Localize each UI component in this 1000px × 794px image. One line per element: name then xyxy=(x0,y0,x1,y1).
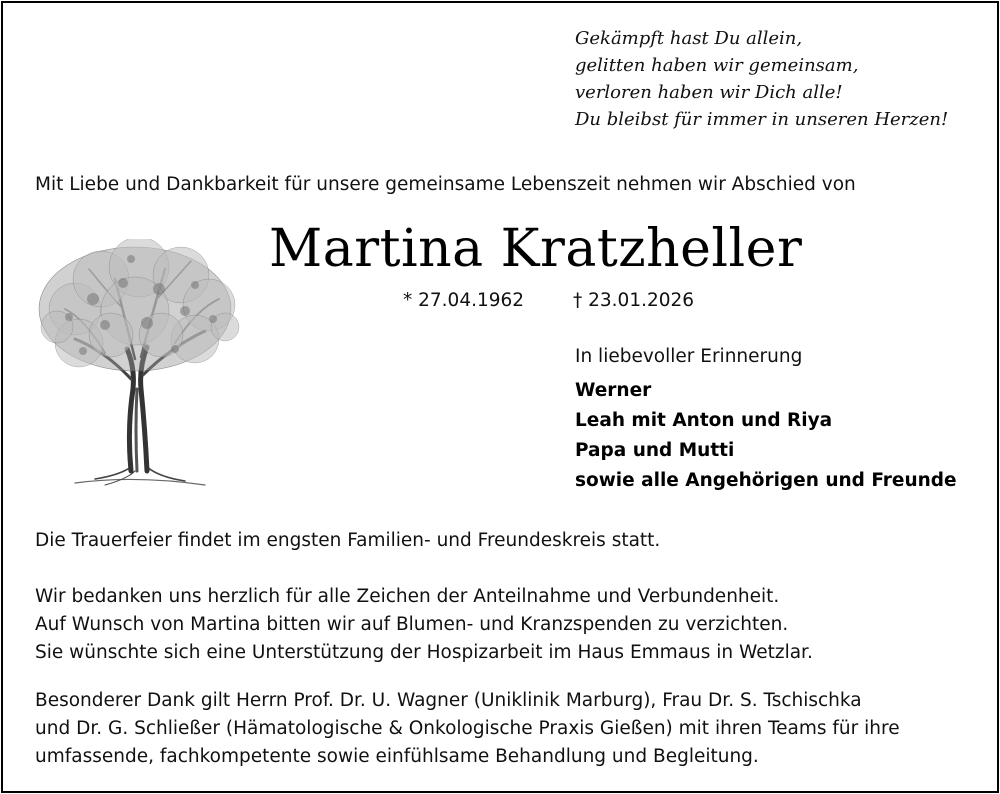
memory-heading: In liebevoller Erinnerung xyxy=(575,346,803,367)
mourner-item: Leah mit Anton und Riya xyxy=(575,410,833,431)
deceased-name: Martina Kratzheller xyxy=(269,219,803,279)
tree-illustration-icon xyxy=(35,239,241,497)
obituary-notice xyxy=(1,1,999,793)
poem-line-2: gelitten haben wir gemeinsam, xyxy=(575,55,859,76)
birth-date: * 27.04.1962 xyxy=(403,290,525,311)
mourner-item: Papa und Mutti xyxy=(575,440,735,461)
thanks-line: Wir bedanken uns herzlich für alle Zeichen der Anteilnahme und Verbundenheit. xyxy=(35,586,780,607)
poem-line-1: Gekämpft hast Du allein, xyxy=(575,28,803,49)
thanks-line: Sie wünschte sich eine Unterstützung der Hospizarbeit im Haus Emmaus in Wetzlar. xyxy=(35,642,813,663)
poem-line-4: Du bleibst für immer in unseren Herzen! xyxy=(575,109,949,130)
mourner-item: Werner xyxy=(575,380,652,401)
mourners-list xyxy=(575,376,957,496)
poem-line-3: verloren haben wir Dich alle! xyxy=(575,82,843,103)
funeral-note: Die Trauerfeier findet im engsten Familien- und Freundeskreis statt. xyxy=(35,530,661,551)
special-thanks-paragraph xyxy=(35,687,900,771)
special-thanks-line: Besonderer Dank gilt Herrn Prof. Dr. U. Wagner (Uniklinik Marburg), Frau Dr. S. Tschischka xyxy=(35,690,862,711)
death-date: † 23.01.2026 xyxy=(573,290,695,311)
mourner-item: sowie alle Angehörigen und Freunde xyxy=(575,470,957,491)
special-thanks-line: umfassende, fachkompetente sowie einfühlsame Behandlung und Begleitung. xyxy=(35,746,759,767)
thanks-line: Auf Wunsch von Martina bitten wir auf Blumen- und Kranzspenden zu verzichten. xyxy=(35,614,789,635)
intro-text: Mit Liebe und Dankbarkeit für unsere gemeinsame Lebenszeit nehmen wir Abschied von xyxy=(35,174,856,195)
poem xyxy=(575,25,948,133)
thanks-paragraph xyxy=(35,583,813,667)
special-thanks-line: und Dr. G. Schließer (Hämatologische & Onkologische Praxis Gießen) mit ihren Teams für ihre xyxy=(35,718,900,739)
